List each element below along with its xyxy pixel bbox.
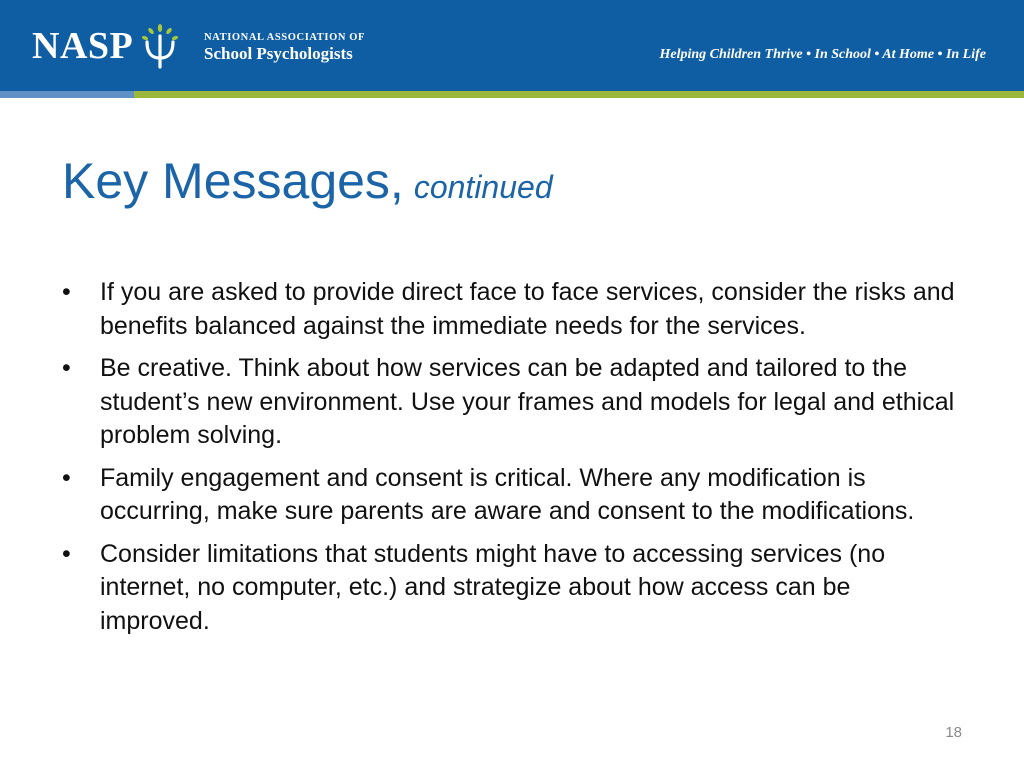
slide-title-subtitle: continued — [413, 169, 553, 205]
bullet-text: Consider limitations that students might have to accessing services (no internet, no computer, etc.) and strategize about how access can be improved. — [100, 539, 886, 635]
bullet-dot: • — [62, 539, 71, 568]
nasp-logo — [32, 22, 181, 70]
psi-leaf-icon — [139, 23, 181, 69]
accent-stripe-green — [134, 91, 1024, 98]
bullet-text: Family engagement and consent is critical. Where any modification is occurring, make sure parents are aware and consent to the modifications. — [100, 463, 915, 525]
org-name — [204, 32, 365, 63]
tagline: Helping Children Thrive • In School • At Home • In Life — [659, 47, 986, 62]
bullet-dot: • — [62, 354, 71, 382]
bullet-text: Be creative. Think about how services can be adapted and tailored to the student’s new environment. Use your frames and models for legal and ethical problem solving. — [100, 354, 955, 449]
bullet-dot: • — [62, 463, 71, 492]
bullet-item — [62, 276, 967, 343]
page-number: 18 — [945, 724, 962, 741]
bullet-item — [62, 462, 967, 529]
bullet-item — [62, 352, 967, 453]
bullet-text: If you are asked to provide direct face to face services, consider the risks and benefits balanced against the immediate needs for the services. — [100, 278, 955, 340]
bullet-list — [62, 276, 967, 647]
accent-stripe-blue — [0, 91, 134, 98]
bullet-item — [62, 538, 967, 639]
slide-title — [62, 152, 553, 210]
slide-title-main: Key Messages, — [62, 153, 404, 209]
org-name-line2: School Psychologists — [204, 44, 353, 64]
org-name-line1: NATIONAL ASSOCIATION OF — [204, 32, 366, 43]
header-banner — [0, 0, 1024, 91]
bullet-dot: • — [62, 278, 71, 306]
logo-wordmark: NASP — [32, 25, 134, 67]
